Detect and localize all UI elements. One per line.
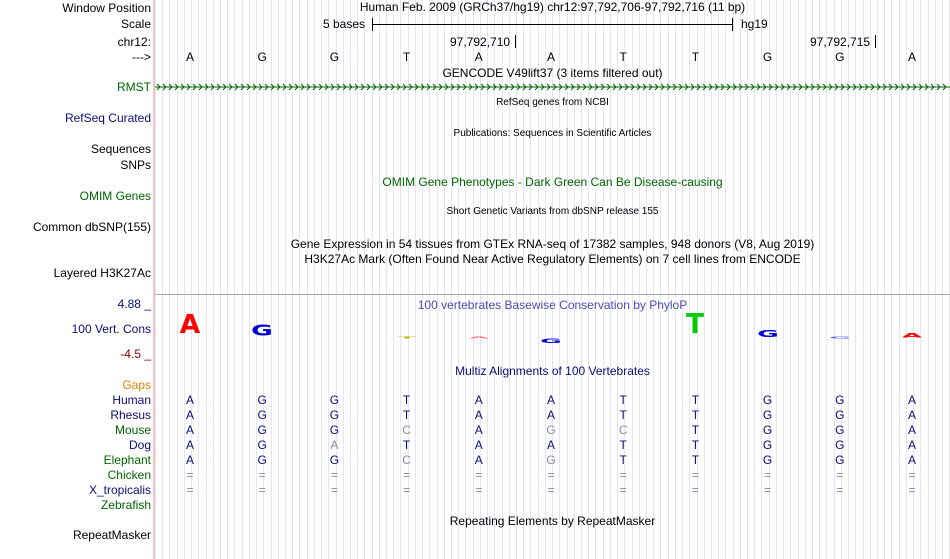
- logo-base: T: [686, 309, 705, 341]
- alignment-base: G: [257, 423, 267, 437]
- position-label-right: 97,792,715: [810, 35, 871, 49]
- refseq-track-title[interactable]: RefSeq genes from NCBI: [496, 97, 609, 108]
- track-label[interactable]: 4.88 _: [117, 297, 151, 311]
- phylop-track-title[interactable]: 100 vertebrates Basewise Conservation by PhyloP: [417, 298, 688, 312]
- alignment-base: C: [618, 423, 628, 437]
- reference-base: T: [402, 50, 411, 64]
- track-label[interactable]: Chicken: [107, 468, 151, 482]
- alignment-base: T: [691, 453, 700, 467]
- alignment-base: A: [546, 438, 555, 452]
- repeatmasker-track-title[interactable]: Repeating Elements by RepeatMasker: [449, 514, 656, 528]
- alignment-base: A: [474, 393, 483, 407]
- alignment-base: =: [908, 483, 916, 497]
- track-label[interactable]: chr12:: [117, 35, 151, 49]
- h3k27ac-track-title[interactable]: H3K27Ac Mark (Often Found Near Active Regulatory Elements) on 7 cell lines from ENCODE: [304, 252, 801, 266]
- track-label[interactable]: RepeatMasker: [72, 528, 151, 542]
- alignment-base: G: [762, 438, 773, 452]
- alignment-base: T: [619, 408, 627, 422]
- alignment-base: T: [691, 423, 700, 437]
- reference-base: A: [185, 50, 194, 64]
- track-label[interactable]: Dog: [128, 438, 151, 452]
- alignment-base: C: [402, 453, 411, 467]
- alignment-base: G: [257, 453, 267, 467]
- alignment-base: =: [691, 483, 699, 497]
- alignment-base: T: [619, 393, 627, 407]
- alignment-base: =: [764, 483, 772, 497]
- alignment-base: =: [836, 468, 844, 482]
- reference-base: A: [546, 50, 555, 64]
- alignment-base: T: [402, 438, 411, 452]
- alignment-base: =: [547, 468, 555, 482]
- track-label[interactable]: Layered H3K27Ac: [53, 266, 151, 280]
- alignment-base: =: [258, 483, 266, 497]
- alignment-base: A: [474, 423, 483, 437]
- track-label[interactable]: OMIM Genes: [79, 189, 151, 203]
- track-label[interactable]: Common dbSNP(155): [32, 220, 151, 234]
- position-tick-right: [875, 35, 876, 48]
- alignment-base: =: [836, 483, 844, 497]
- reference-base: A: [474, 50, 483, 64]
- alignment-base: =: [764, 468, 772, 482]
- alignment-base: G: [835, 393, 845, 407]
- alignment-base: T: [619, 438, 627, 452]
- logo-base: G: [756, 328, 779, 340]
- logo-base: A: [179, 310, 201, 341]
- reference-base: T: [691, 50, 700, 64]
- alignment-base: T: [691, 438, 700, 452]
- reference-base: G: [257, 50, 267, 64]
- alignment-base: G: [835, 408, 845, 422]
- track-label[interactable]: RMST: [117, 80, 151, 94]
- alignment-base: A: [474, 438, 483, 452]
- dbsnp-track-title[interactable]: Short Genetic Variants from dbSNP release 155: [446, 206, 659, 217]
- genome-browser-image[interactable]: [155, 0, 950, 559]
- publications-track-title[interactable]: Publications: Sequences in Scientific Articles: [453, 128, 652, 139]
- alignment-base: A: [546, 408, 555, 422]
- track-label-panel: [0, 0, 153, 559]
- track-label[interactable]: Scale: [120, 17, 151, 31]
- alignment-base: =: [619, 483, 627, 497]
- alignment-base: G: [329, 393, 340, 407]
- logo-base: G: [540, 337, 562, 345]
- alignment-base: G: [257, 438, 267, 452]
- alignment-base: A: [907, 453, 916, 467]
- reference-base: G: [835, 50, 845, 64]
- alignment-base: G: [257, 393, 267, 407]
- alignment-base: G: [546, 423, 556, 437]
- alignment-base: T: [619, 453, 627, 467]
- alignment-base: G: [762, 393, 773, 407]
- logo-base: G: [828, 336, 851, 340]
- alignment-base: G: [762, 453, 773, 467]
- track-label[interactable]: Mouse: [114, 423, 151, 437]
- track-label[interactable]: Rhesus: [110, 408, 151, 422]
- alignment-base: =: [475, 483, 483, 497]
- alignment-base: A: [474, 408, 483, 422]
- alignment-base: G: [835, 438, 845, 452]
- logo-base: A: [901, 332, 923, 340]
- alignment-base: G: [546, 453, 556, 467]
- reference-base: A: [907, 50, 916, 64]
- track-label[interactable]: Elephant: [103, 453, 151, 467]
- alignment-base: =: [403, 483, 411, 497]
- alignment-base: G: [762, 408, 773, 422]
- alignment-base: G: [329, 423, 340, 437]
- track-label[interactable]: -4.5 _: [120, 347, 151, 361]
- alignment-base: G: [835, 423, 845, 437]
- alignment-base: A: [474, 453, 483, 467]
- position-label-left: 97,792,710: [450, 35, 511, 49]
- scale-bar: [372, 17, 733, 31]
- track-label[interactable]: X_tropicalis: [88, 483, 151, 497]
- alignment-base: =: [619, 468, 627, 482]
- reference-base: G: [329, 50, 340, 64]
- alignment-base: T: [691, 408, 700, 422]
- track-label[interactable]: Gaps: [122, 378, 151, 392]
- track-label[interactable]: Zebrafish: [100, 498, 151, 512]
- alignment-base: =: [186, 468, 194, 482]
- alignment-base: A: [185, 438, 194, 452]
- alignment-base: =: [330, 468, 338, 482]
- position-tick-left: [515, 35, 516, 48]
- alignment-base: =: [403, 468, 411, 482]
- alignment-base: A: [907, 393, 916, 407]
- alignment-base: A: [330, 438, 339, 452]
- logo-base: A: [468, 336, 490, 340]
- alignment-base: A: [185, 453, 194, 467]
- alignment-base: A: [907, 423, 916, 437]
- alignment-base: =: [691, 468, 699, 482]
- omim-track-title[interactable]: OMIM Gene Phenotypes - Dark Green Can Be Disease-causing: [382, 175, 723, 189]
- logo-base: G: [251, 322, 274, 340]
- alignment-base: T: [691, 393, 700, 407]
- alignment-base: A: [185, 423, 194, 437]
- alignment-base: G: [329, 453, 340, 467]
- rmst-strand-line: [155, 81, 950, 93]
- alignment-base: A: [185, 393, 194, 407]
- gtex-track-title[interactable]: Gene Expression in 54 tissues from GTEx RNA-seq of 17382 samples, 948 donors (V8, Aug 2019): [290, 237, 815, 251]
- scale-assembly-label: hg19: [741, 17, 768, 31]
- track-label[interactable]: SNPs: [120, 158, 151, 172]
- alignment-base: G: [762, 423, 773, 437]
- alignment-base: G: [835, 453, 845, 467]
- track-label[interactable]: 100 Vert. Cons: [71, 322, 151, 336]
- alignment-base: =: [330, 483, 338, 497]
- track-separator: [155, 294, 950, 295]
- alignment-base: =: [475, 468, 483, 482]
- logo-base: T: [397, 336, 416, 340]
- alignment-base: A: [907, 438, 916, 452]
- alignment-base: =: [908, 468, 916, 482]
- alignment-base: A: [185, 408, 194, 422]
- alignment-base: G: [257, 408, 267, 422]
- alignment-base: A: [546, 393, 555, 407]
- scale-label: 5 bases: [323, 17, 366, 31]
- reference-base: T: [619, 50, 627, 64]
- track-label[interactable]: Human: [112, 393, 151, 407]
- alignment-base: =: [547, 483, 555, 497]
- alignment-base: T: [402, 393, 411, 407]
- window-position-title: Human Feb. 2009 (GRCh37/hg19) chr12:97,792,706-97,792,716 (11 bp): [359, 0, 746, 14]
- alignment-base: T: [402, 408, 411, 422]
- alignment-base: =: [258, 468, 266, 482]
- alignment-base: C: [402, 423, 411, 437]
- gencode-track-title[interactable]: GENCODE V49lift37 (3 items filtered out): [442, 66, 663, 80]
- track-label[interactable]: --->: [132, 50, 151, 64]
- reference-base: G: [762, 50, 773, 64]
- multiz-track-title[interactable]: Multiz Alignments of 100 Vertebrates: [455, 364, 650, 378]
- alignment-base: G: [329, 408, 340, 422]
- track-label[interactable]: RefSeq Curated: [64, 111, 151, 125]
- track-label[interactable]: Window Position: [62, 1, 151, 15]
- alignment-base: =: [186, 483, 194, 497]
- alignment-base: A: [907, 408, 916, 422]
- track-label[interactable]: Sequences: [90, 142, 151, 156]
